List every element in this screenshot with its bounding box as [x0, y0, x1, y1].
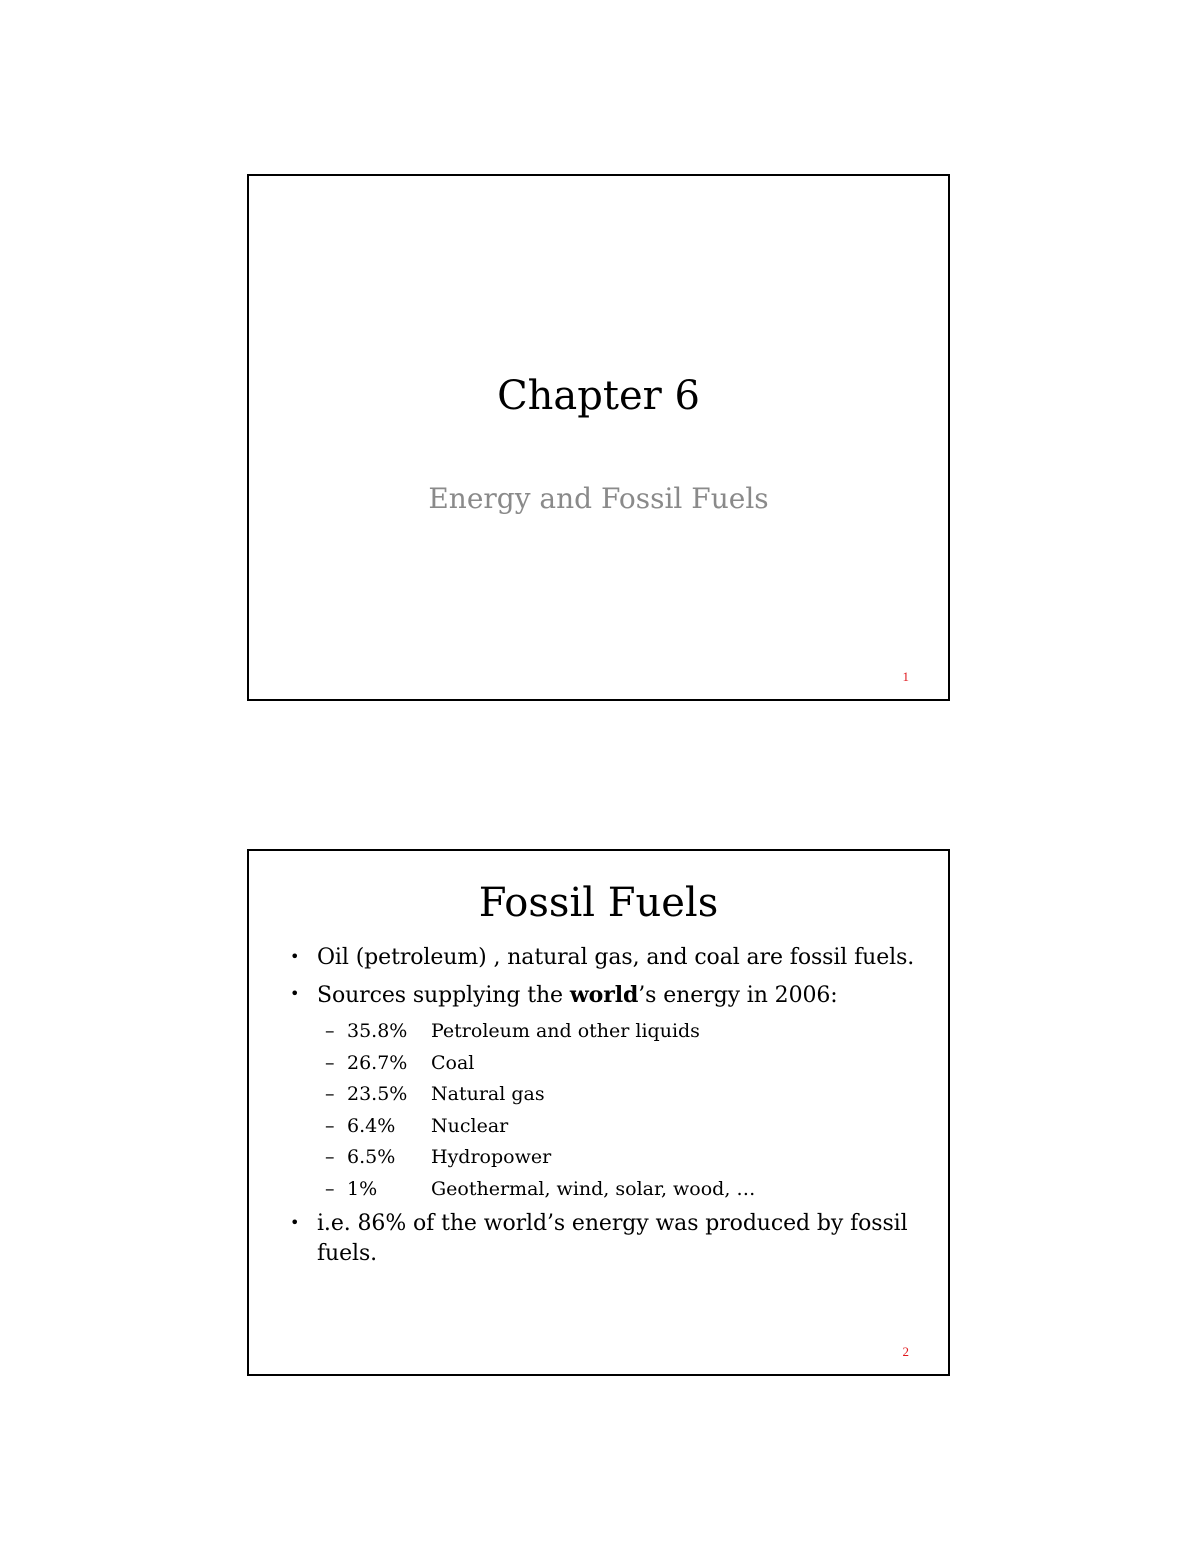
- source-percent: 1%: [347, 1177, 378, 1200]
- source-label: Hydropower: [431, 1146, 552, 1168]
- slide-1-subtitle: Energy and Fossil Fuels: [428, 482, 769, 515]
- bullet-icon: •: [290, 947, 300, 966]
- slide-2: [247, 849, 950, 1376]
- dash-icon: –: [325, 1177, 335, 1200]
- source-label: Petroleum and other liquids: [431, 1020, 700, 1042]
- dash-icon: –: [325, 1020, 335, 1042]
- slide-2-number: 2: [902, 1344, 909, 1359]
- source-label: Coal: [431, 1051, 475, 1074]
- source-percent: 6.5%: [347, 1146, 396, 1168]
- slide-2-body: [287, 943, 927, 1276]
- bullet-text: Oil (petroleum) , natural gas, and coal are fossil fuels.: [317, 945, 915, 970]
- source-label: Geothermal, wind, solar, wood, …: [431, 1177, 756, 1200]
- bullet-icon: •: [290, 1213, 300, 1232]
- bullet-text-bold: world: [569, 982, 639, 1008]
- energy-sources-list: [325, 1016, 927, 1205]
- list-item: [325, 1111, 927, 1143]
- slide-1-number: 1: [902, 669, 909, 684]
- slide-1-title: Chapter 6: [497, 373, 700, 419]
- list-item: [325, 1048, 927, 1080]
- dash-icon: –: [325, 1083, 335, 1105]
- bullet-fossil-fuel-share: [287, 1209, 927, 1269]
- bullet-icon: •: [290, 984, 300, 1003]
- source-percent: 35.8%: [347, 1020, 408, 1042]
- bullet-fossil-fuel-definition: [287, 943, 927, 973]
- list-item: [325, 1016, 927, 1048]
- slide-1: [247, 174, 950, 701]
- slide-2-title: Fossil Fuels: [478, 880, 719, 926]
- list-item: [325, 1174, 927, 1206]
- dash-icon: –: [325, 1114, 335, 1137]
- source-label: Nuclear: [431, 1114, 509, 1137]
- bullet-text: i.e. 86% of the world’s energy was produced by fossil fuels.: [317, 1211, 908, 1266]
- bullet-energy-sources: [287, 980, 927, 1011]
- dash-icon: –: [325, 1146, 335, 1168]
- list-item: [325, 1142, 927, 1174]
- list-item: [325, 1079, 927, 1111]
- dash-icon: –: [325, 1051, 335, 1074]
- bullet-text-pre: Sources supplying the: [317, 983, 570, 1008]
- source-label: Natural gas: [431, 1083, 545, 1105]
- source-percent: 26.7%: [347, 1051, 408, 1074]
- source-percent: 6.4%: [347, 1114, 396, 1137]
- bullet-text-post: ’s energy in 2006:: [638, 983, 838, 1008]
- source-percent: 23.5%: [347, 1083, 408, 1105]
